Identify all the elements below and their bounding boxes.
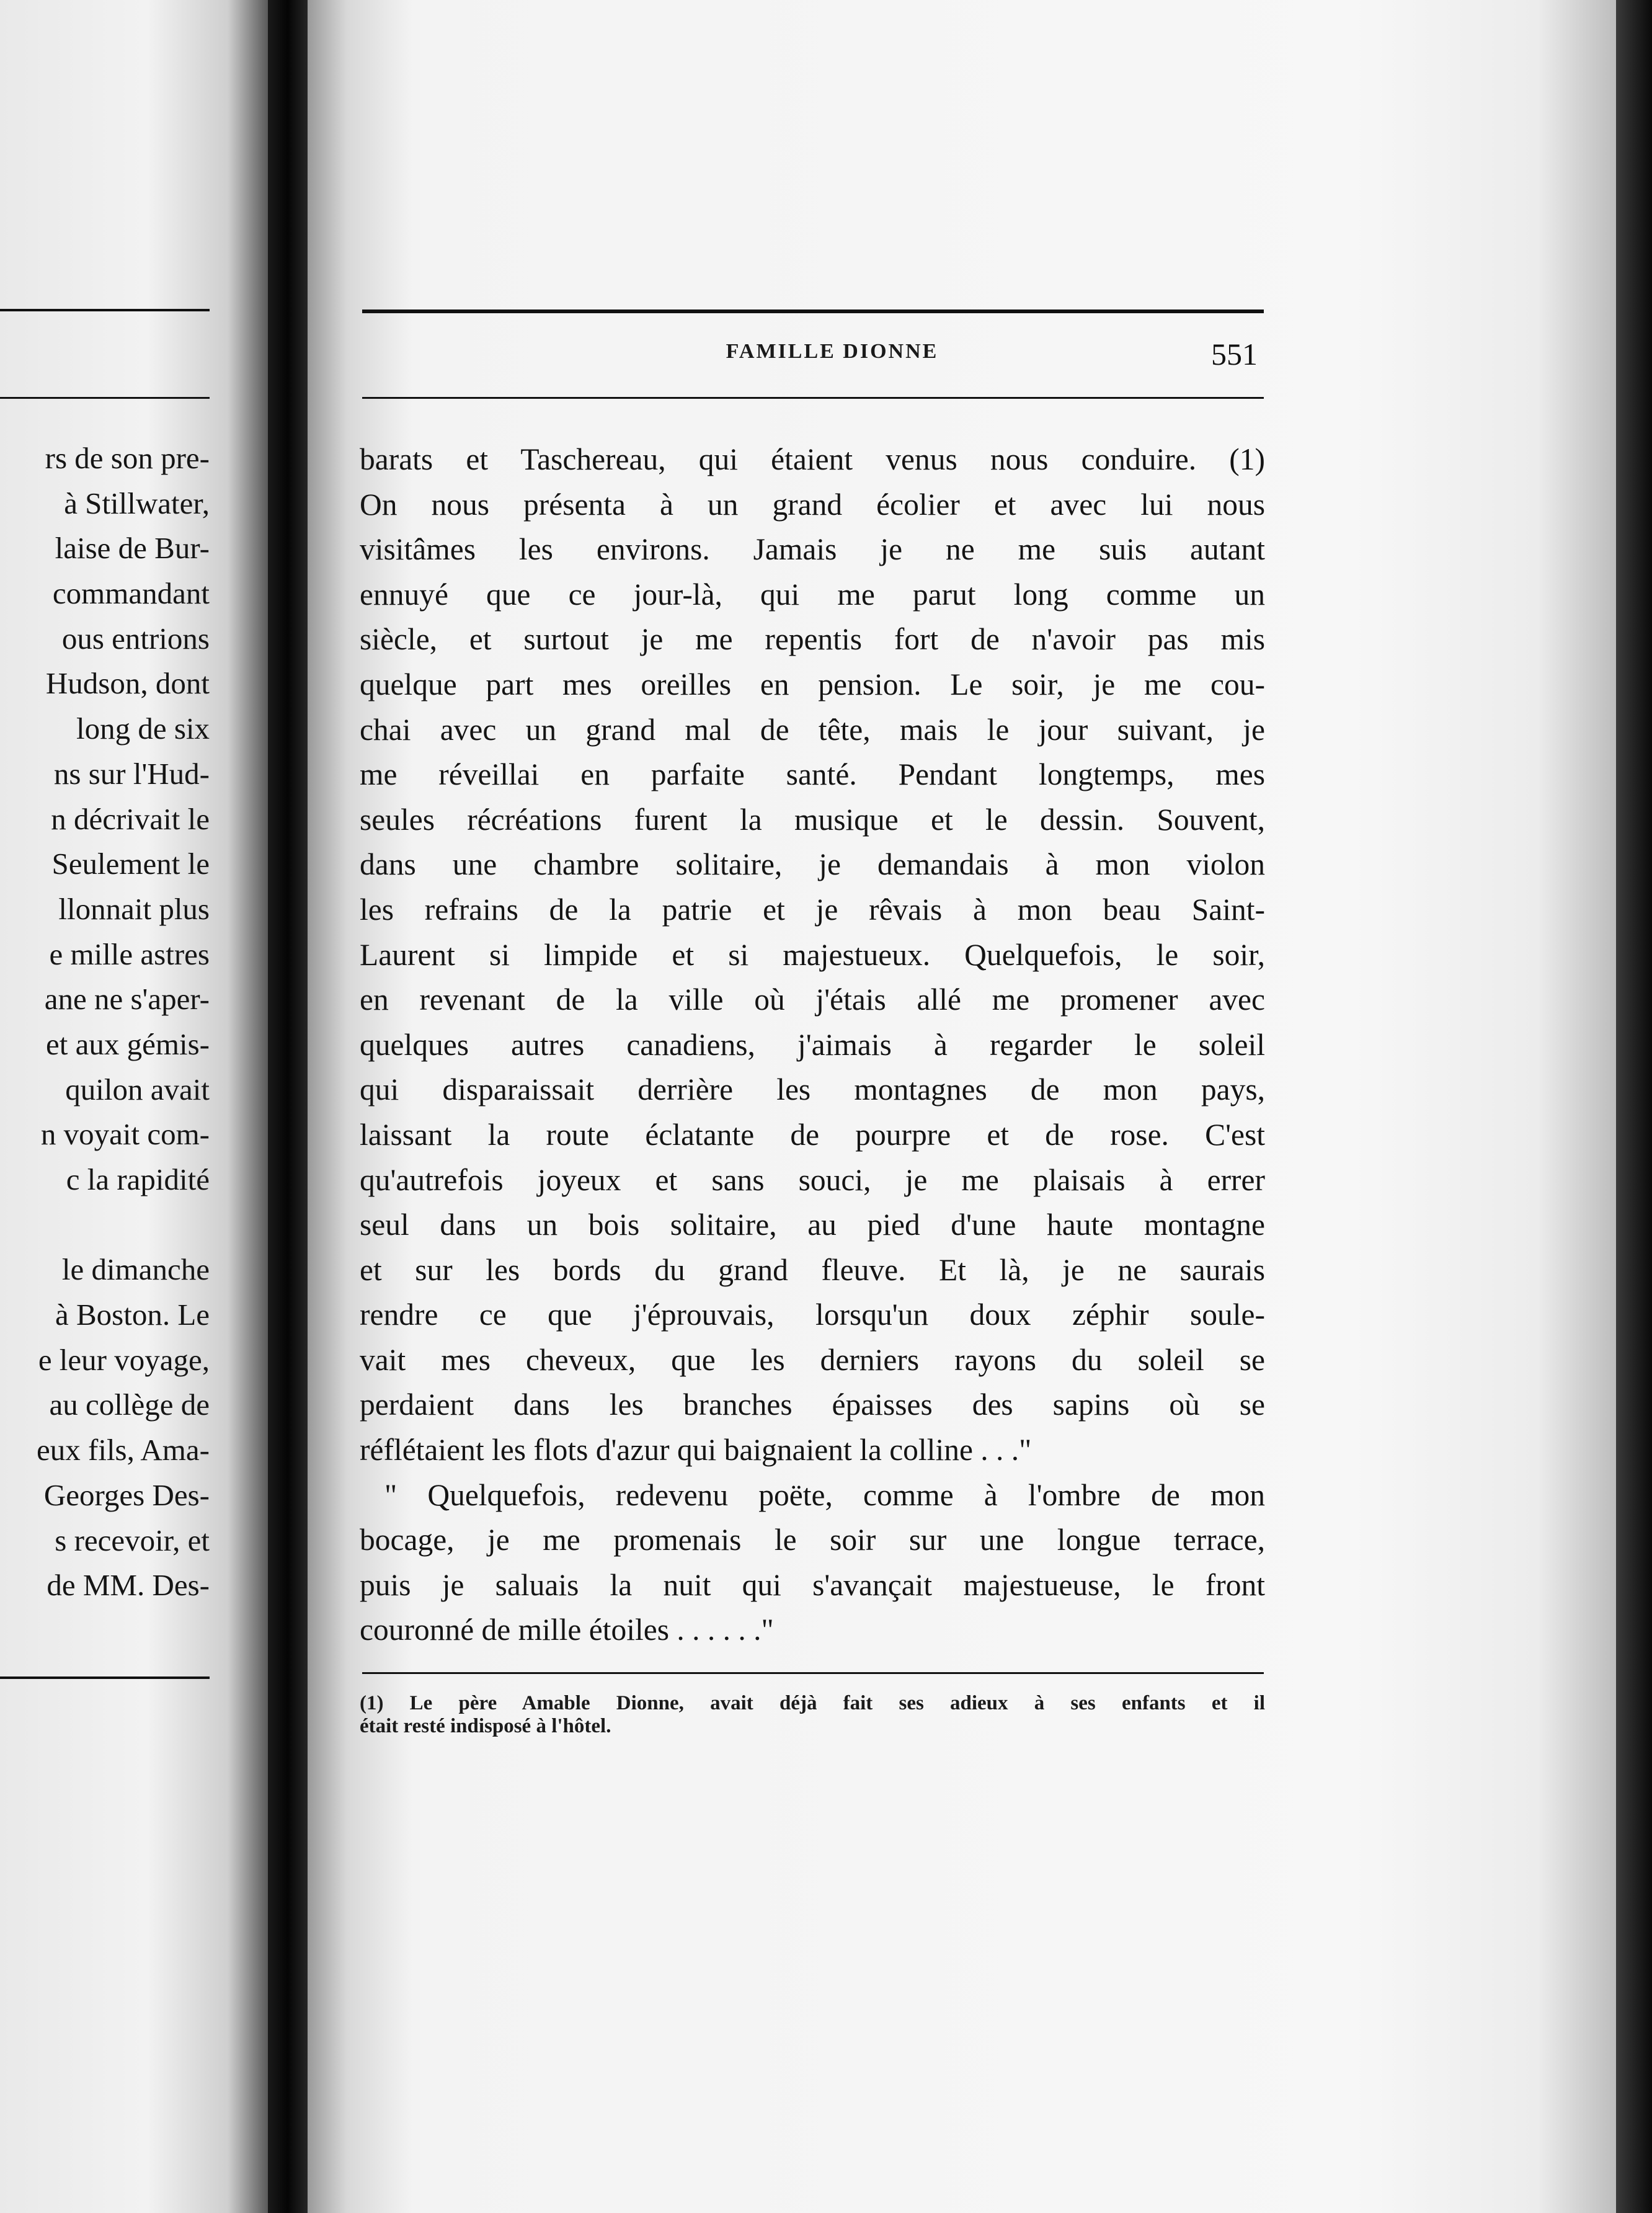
text-line: me réveillai en parfaite santé. Pendant longtemps, mes (360, 757, 1265, 792)
text-line: et aux gémis- (46, 1026, 210, 1061)
text-line: au collège de (49, 1387, 210, 1422)
text-line (0, 1203, 210, 1248)
text-line: seul dans un bois solitaire, au pied d'une haute montagne (360, 1208, 1265, 1242)
text-line: n voyait com- (40, 1117, 210, 1152)
text-line: chai avec un grand mal de tête, mais le jour suivant, je (360, 712, 1265, 747)
text-line: e mille astres (49, 937, 210, 971)
text-line: les refrains de la patrie et je rêvais à mon beau Saint- (360, 892, 1265, 927)
text-line: Laurent si limpide et si majestueux. Quelquefois, le soir, (360, 937, 1265, 972)
text-line: quilon avait (65, 1072, 210, 1106)
book-gutter (268, 0, 308, 2213)
text-line: réflétaient les flots d'azur qui baignaient la colline . . ." (360, 1433, 1032, 1467)
text-line: de MM. Des- (47, 1568, 210, 1603)
text-line: eux fils, Ama- (37, 1433, 210, 1467)
text-line: barats et Taschereau, qui étaient venus nous conduire. (1) (360, 442, 1265, 476)
text-line: Seulement le (51, 847, 210, 881)
text-line: visitâmes les environs. Jamais je ne me suis autant (360, 532, 1265, 567)
text-line: le dimanche (61, 1252, 210, 1287)
text-line: et sur les bords du grand fleuve. Et là, je ne saurais (360, 1252, 1265, 1287)
text-line: ane ne s'aper- (44, 982, 210, 1017)
text-line: rs de son pre- (45, 441, 210, 475)
text-line: commandant (52, 576, 210, 611)
text-line: ennuyé que ce jour-là, qui me parut long comme un (360, 577, 1265, 612)
left-page (0, 0, 268, 2213)
footnote-line: était resté indisposé à l'hôtel. (360, 1715, 611, 1737)
running-head: FAMILLE DIONNE (726, 340, 939, 363)
text-line: vait mes cheveux, que les derniers rayons du soleil se (360, 1342, 1265, 1377)
text-line: On nous présenta à un grand écolier et avec lui nous (360, 487, 1265, 522)
text-line: quelque part mes oreilles en pension. Le soir, je me cou- (360, 667, 1265, 701)
text-line: seules récréations furent la musique et le dessin. Souvent, (360, 802, 1265, 837)
text-line: dans une chambre solitaire, je demandais à mon violon (360, 847, 1265, 882)
text-line: quelques autres canadiens, j'aimais à regarder le soleil (360, 1027, 1265, 1062)
left-header-rule-2 (0, 397, 210, 399)
text-line: laissant la route éclatante de pourpre et de rose. C'est (360, 1117, 1265, 1152)
body-text (360, 437, 1265, 1653)
footnote-rule (362, 1672, 1264, 1674)
footnote-line: (1) Le père Amable Dionne, avait déjà fait ses adieux à ses enfants et il (360, 1692, 1265, 1714)
text-line: long de six (76, 711, 210, 746)
left-page-text (0, 436, 210, 1608)
text-line: siècle, et surtout je me repentis fort de n'avoir pas mis (360, 622, 1265, 657)
text-line: à Stillwater, (64, 486, 210, 520)
text-line: couronné de mille étoiles . . . . . ." (360, 1613, 774, 1647)
text-line: rendre ce que j'éprouvais, lorsqu'un doux zéphir soule- (360, 1298, 1265, 1332)
text-line: à Boston. Le (55, 1298, 210, 1332)
text-line: bocage, je me promenais le soir sur une longue terrace, (360, 1523, 1265, 1557)
text-line: c la rapidité (66, 1162, 210, 1196)
page-header (360, 337, 1261, 383)
text-line: e leur voyage, (38, 1342, 210, 1377)
text-line: ous entrions (61, 621, 210, 656)
text-line: llonnait plus (58, 891, 210, 926)
text-line: Georges Des- (43, 1477, 210, 1512)
text-line: n décrivait le (51, 801, 210, 836)
text-line: " Quelquefois, redevenu poëte, comme à l'ombre de mon (384, 1477, 1265, 1512)
text-line: en revenant de la ville où j'étais allé me promener avec (360, 982, 1265, 1017)
left-header-rule (0, 309, 210, 311)
left-footnote-rule (0, 1676, 210, 1679)
text-line: perdaient dans les branches épaisses des sapins où se (360, 1387, 1265, 1422)
header-bottom-rule (362, 397, 1264, 399)
text-line: laise de Bur- (55, 531, 210, 566)
text-line: qui disparaissait derrière les montagnes de mon pays, (360, 1072, 1265, 1107)
text-line: Hudson, dont (45, 666, 210, 701)
footnote (360, 1692, 1265, 1738)
text-line: qu'autrefois joyeux et sans souci, je me plaisais à errer (360, 1162, 1265, 1197)
text-line: puis je saluais la nuit qui s'avançait majestueuse, le front (360, 1567, 1265, 1602)
right-edge-shadow (1616, 0, 1652, 2213)
header-top-rule (362, 309, 1264, 313)
text-line: ns sur l'Hud- (53, 756, 210, 791)
text-line: s recevoir, et (55, 1523, 210, 1557)
page-number: 551 (1211, 337, 1258, 372)
